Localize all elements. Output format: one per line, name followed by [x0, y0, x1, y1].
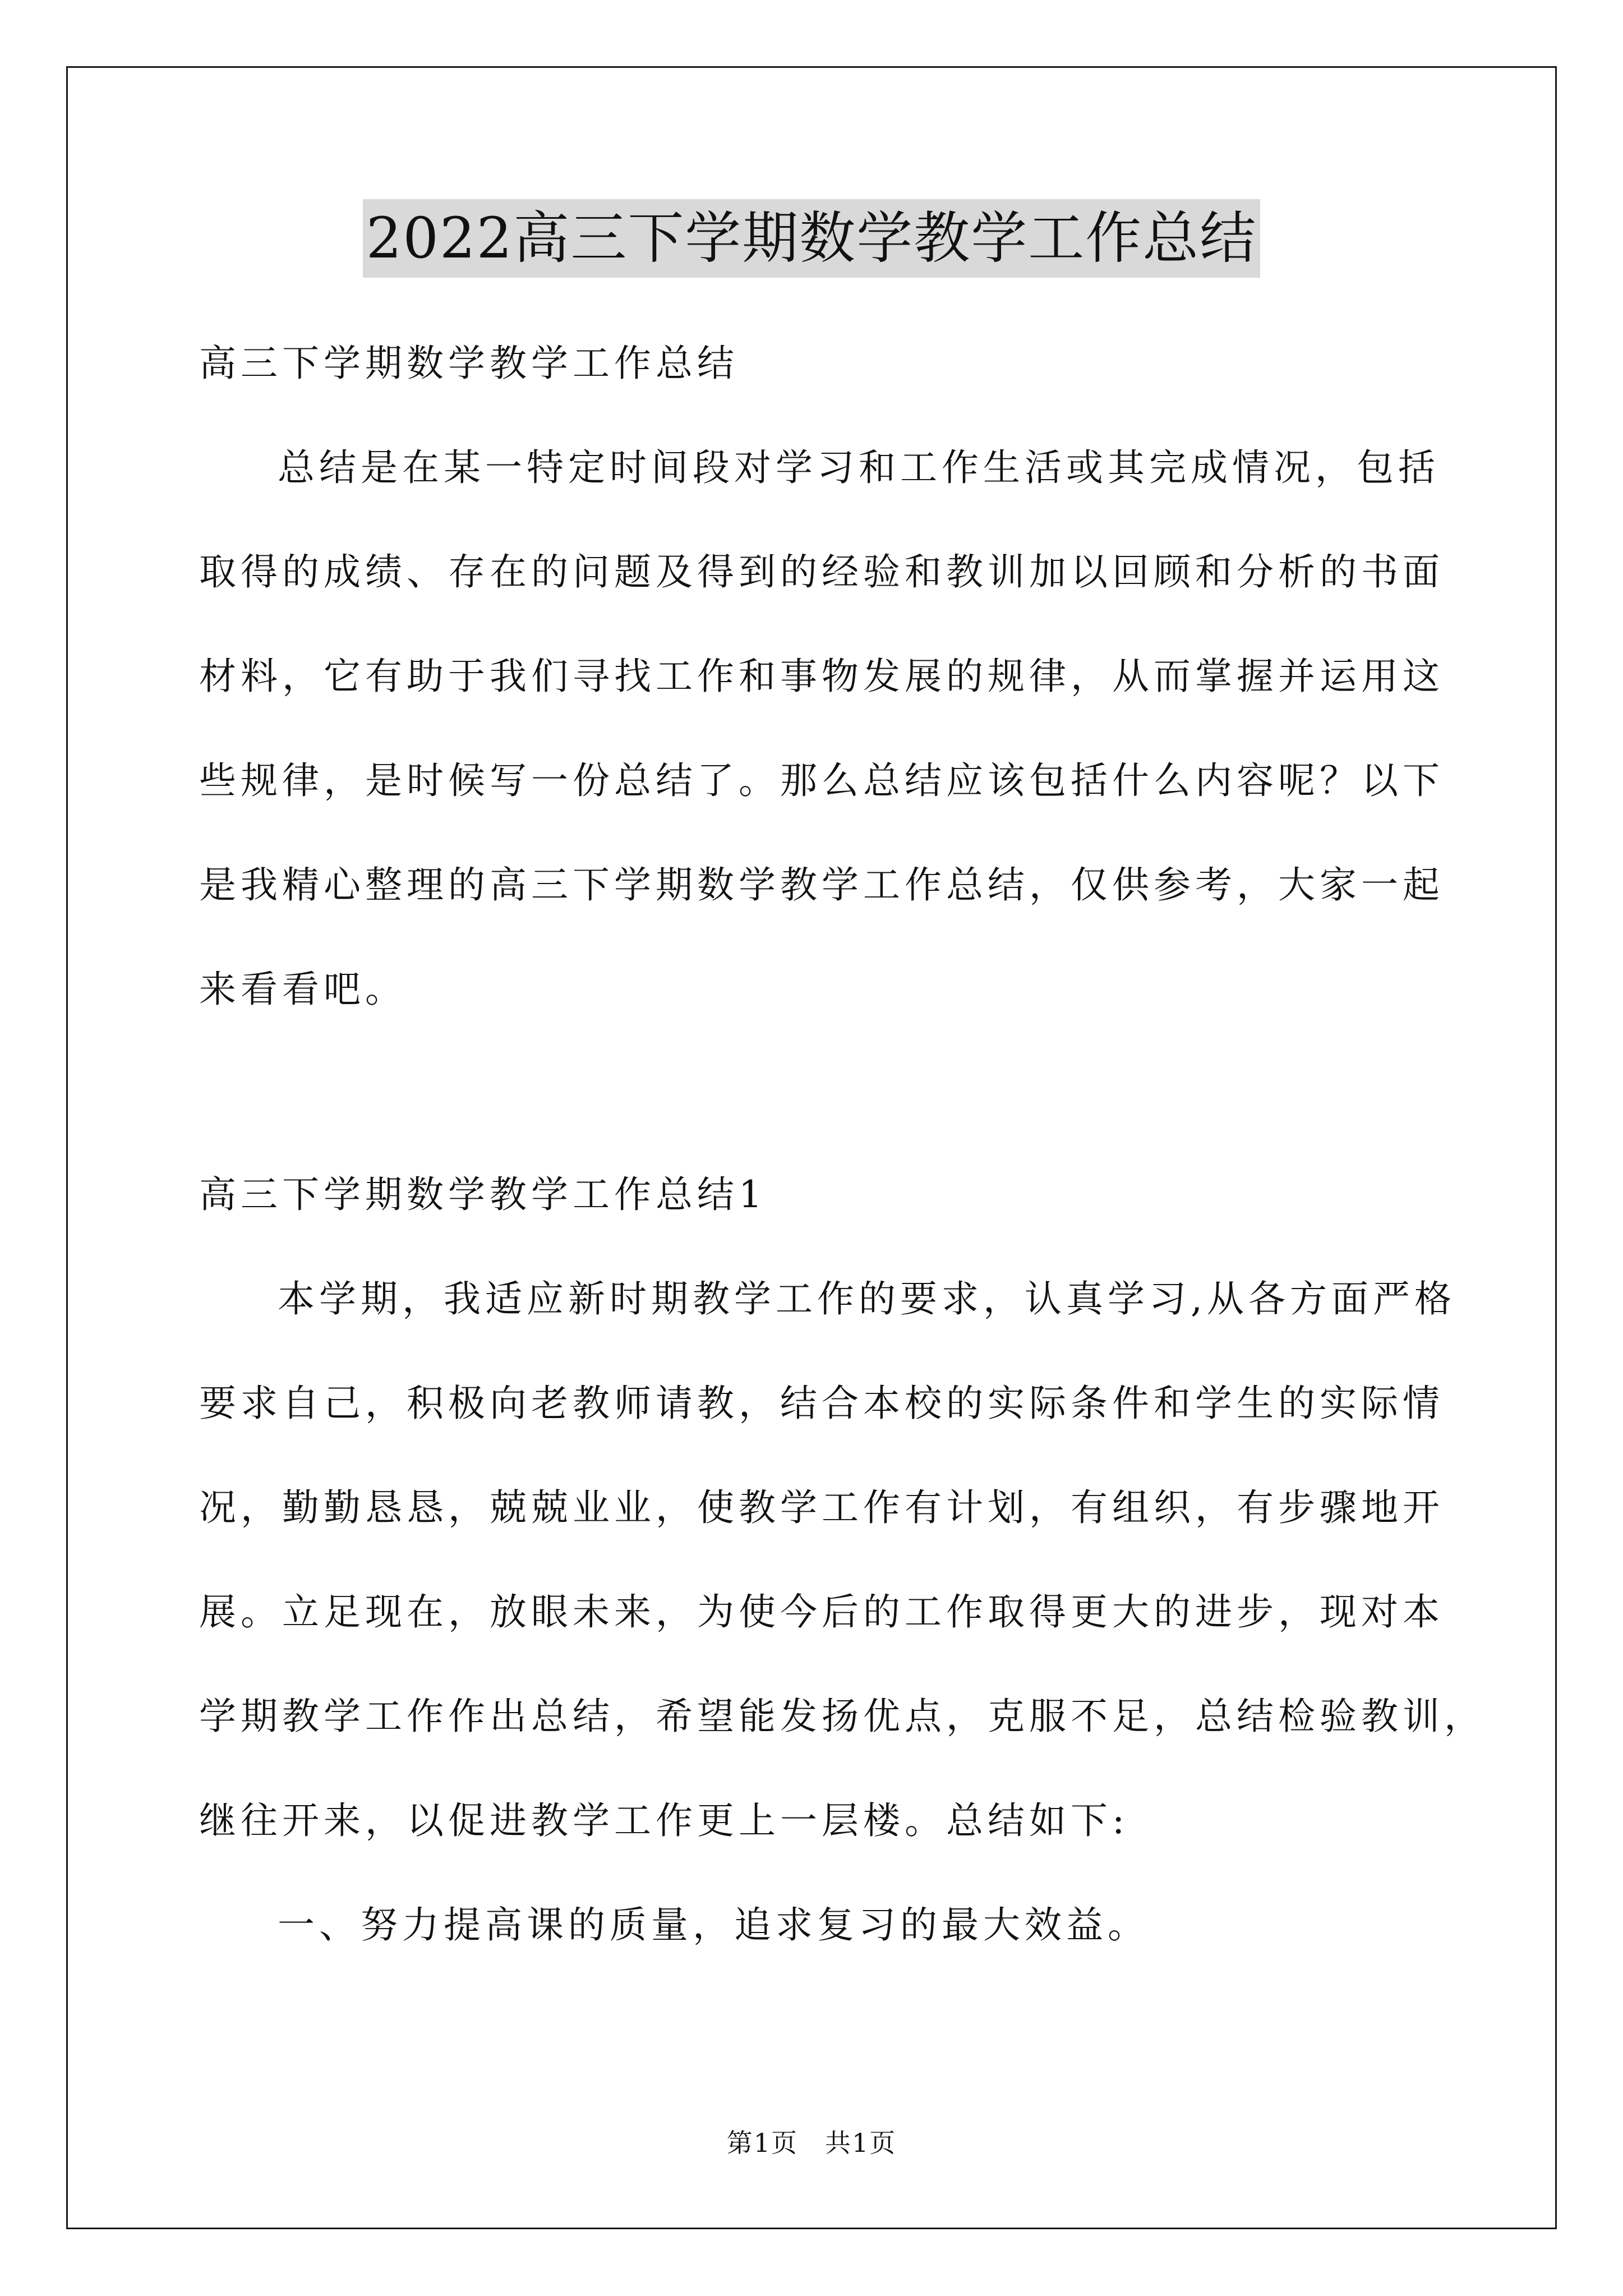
section-line: 继往开来，以促进教学工作更上一层楼。总结如下:	[199, 1799, 1129, 1842]
intro-line: 总结是在某一特定时间段对学习和工作生活或其完成情况，包括	[278, 446, 1440, 489]
page-footer: 第1页 共1页	[726, 2128, 897, 2158]
document-title: 2022高三下学期数学教学工作总结	[363, 199, 1261, 278]
intro-line: 取得的成绩、存在的问题及得到的经验和教训加以回顾和分析的书面	[199, 550, 1444, 593]
point-one: 一、努力提高课的质量，追求复习的最大效益。	[278, 1903, 1149, 1947]
intro-line: 来看看吧。	[199, 968, 407, 1011]
section-line: 况，勤勤恳恳，兢兢业业，使教学工作有计划，有组织，有步骤地开	[199, 1486, 1444, 1529]
intro-paragraph	[199, 441, 1444, 1016]
spacer	[199, 1067, 1433, 1168]
section-paragraph	[199, 1272, 1486, 1848]
intro-line: 些规律，是时候写一份总结了。那么总结应该包括什么内容呢？以下	[199, 759, 1444, 802]
document-body	[199, 314, 1486, 1952]
section-line: 展。立足现在，放眼未来，为使今后的工作取得更大的进步，现对本	[199, 1590, 1444, 1634]
section-line: 本学期，我适应新时期教学工作的要求，认真学习,从各方面严格	[278, 1277, 1456, 1320]
title-container	[0, 199, 1623, 278]
section-line: 要求自己，积极向老教师请教，结合本校的实际条件和学生的实际情	[199, 1382, 1444, 1425]
section-line: 学期教学工作作出总结，希望能发扬优点，克服不足，总结检验教训，	[199, 1695, 1486, 1738]
section-heading: 高三下学期数学教学工作总结1	[199, 1173, 767, 1216]
document-subtitle: 高三下学期数学教学工作总结	[199, 342, 739, 385]
intro-line: 材料，它有助于我们寻找工作和事物发展的规律，从而掌握并运用这	[199, 655, 1444, 698]
intro-line: 是我精心整理的高三下学期数学教学工作总结，仅供参考，大家一起	[199, 863, 1444, 907]
